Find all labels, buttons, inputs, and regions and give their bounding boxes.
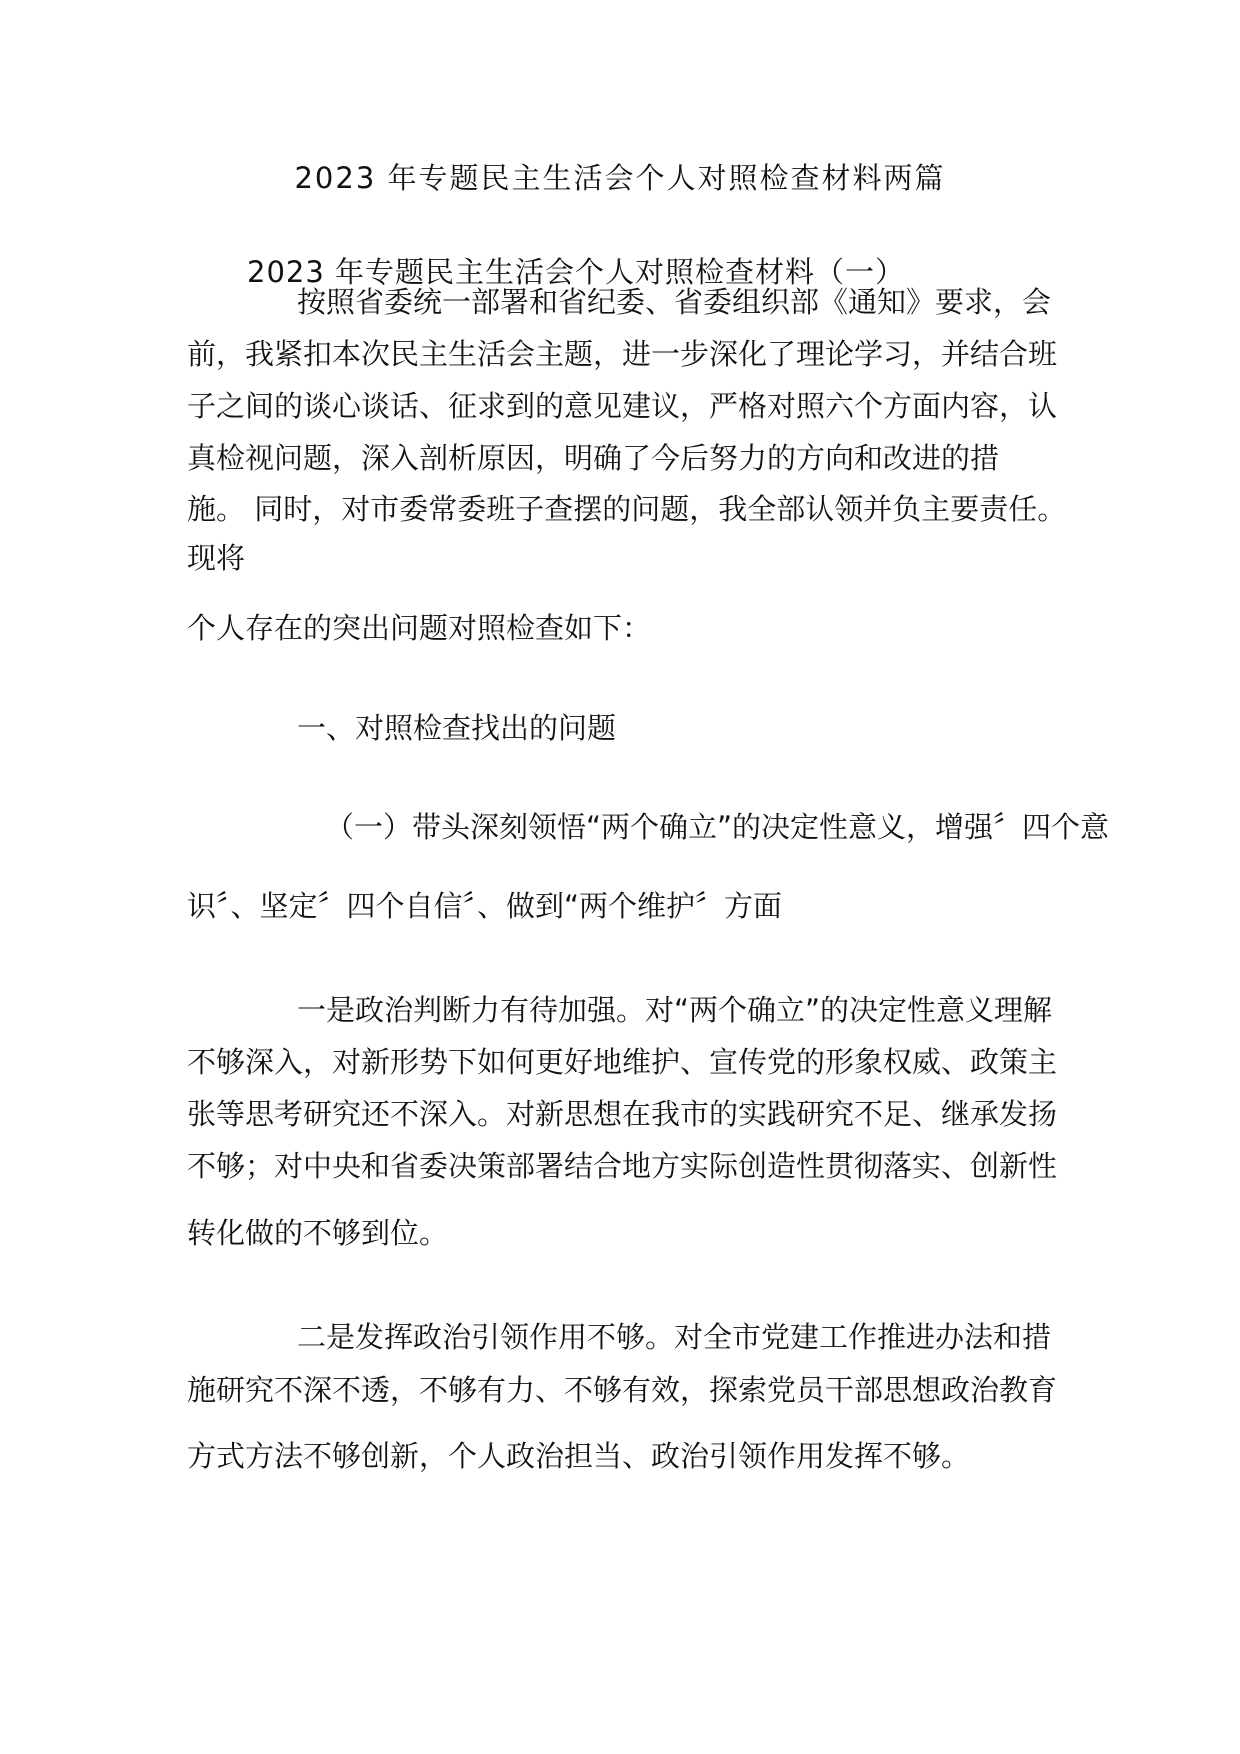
point-two-line: 施研究不深不透，不够有力、不够有效，探索党员干部思想政治教育	[187, 1373, 1058, 1407]
intro-line: 子之间的谈心谈话、征求到的意见建议，严格对照六个方面内容，认	[187, 389, 1058, 423]
intro-line: 现将	[187, 541, 246, 575]
intro-line: 真检视问题，深入剖析原因，明确了今后努力的方向和改进的措	[187, 441, 1000, 475]
intro-line: 施。 同时，对市委常委班子查摆的问题，我全部认领并负主要责任。	[187, 492, 1067, 526]
point-one-line: 不够；对中央和省委决策部署结合地方实际创造性贯彻落实、创新性	[187, 1149, 1058, 1183]
subsection-heading-line: （一）带头深刻领悟“两个确立”的决定性意义，增强〞四个意	[325, 810, 1110, 844]
section-heading: 一、对照检查找出的问题	[297, 711, 617, 745]
point-one-line: 张等思考研究还不深入。对新思想在我市的实践研究不足、继承发扬	[187, 1097, 1058, 1131]
point-one-line: 不够深入，对新形势下如何更好地维护、宣传党的形象权威、政策主	[187, 1045, 1058, 1079]
point-one-line: 一是政治判断力有待加强。对“两个确立”的决定性意义理解	[297, 993, 1053, 1027]
point-two-line: 二是发挥政治引领作用不够。对全市党建工作推进办法和措	[297, 1320, 1052, 1354]
intro-line: 个人存在的突出问题对照检查如下：	[187, 611, 652, 645]
document-subtitle: 2023 年专题民主生活会个人对照检查材料（一）	[247, 255, 906, 289]
intro-line: 前，我紧扣本次民主生活会主题，进一步深化了理论学习，并结合班	[187, 337, 1058, 371]
point-two-line: 方式方法不够创新，个人政治担当、政治引领作用发挥不够。	[187, 1439, 971, 1473]
point-one-line: 转化做的不够到位。	[187, 1216, 449, 1250]
document-title: 2023 年专题民主生活会个人对照检查材料两篇	[294, 161, 946, 195]
subsection-heading-line: 识〞、坚定〞四个自信〞、做到“两个维护〞方面	[187, 889, 783, 923]
intro-line: 按照省委统一部署和省纪委、省委组织部《通知》要求，会	[297, 285, 1052, 319]
